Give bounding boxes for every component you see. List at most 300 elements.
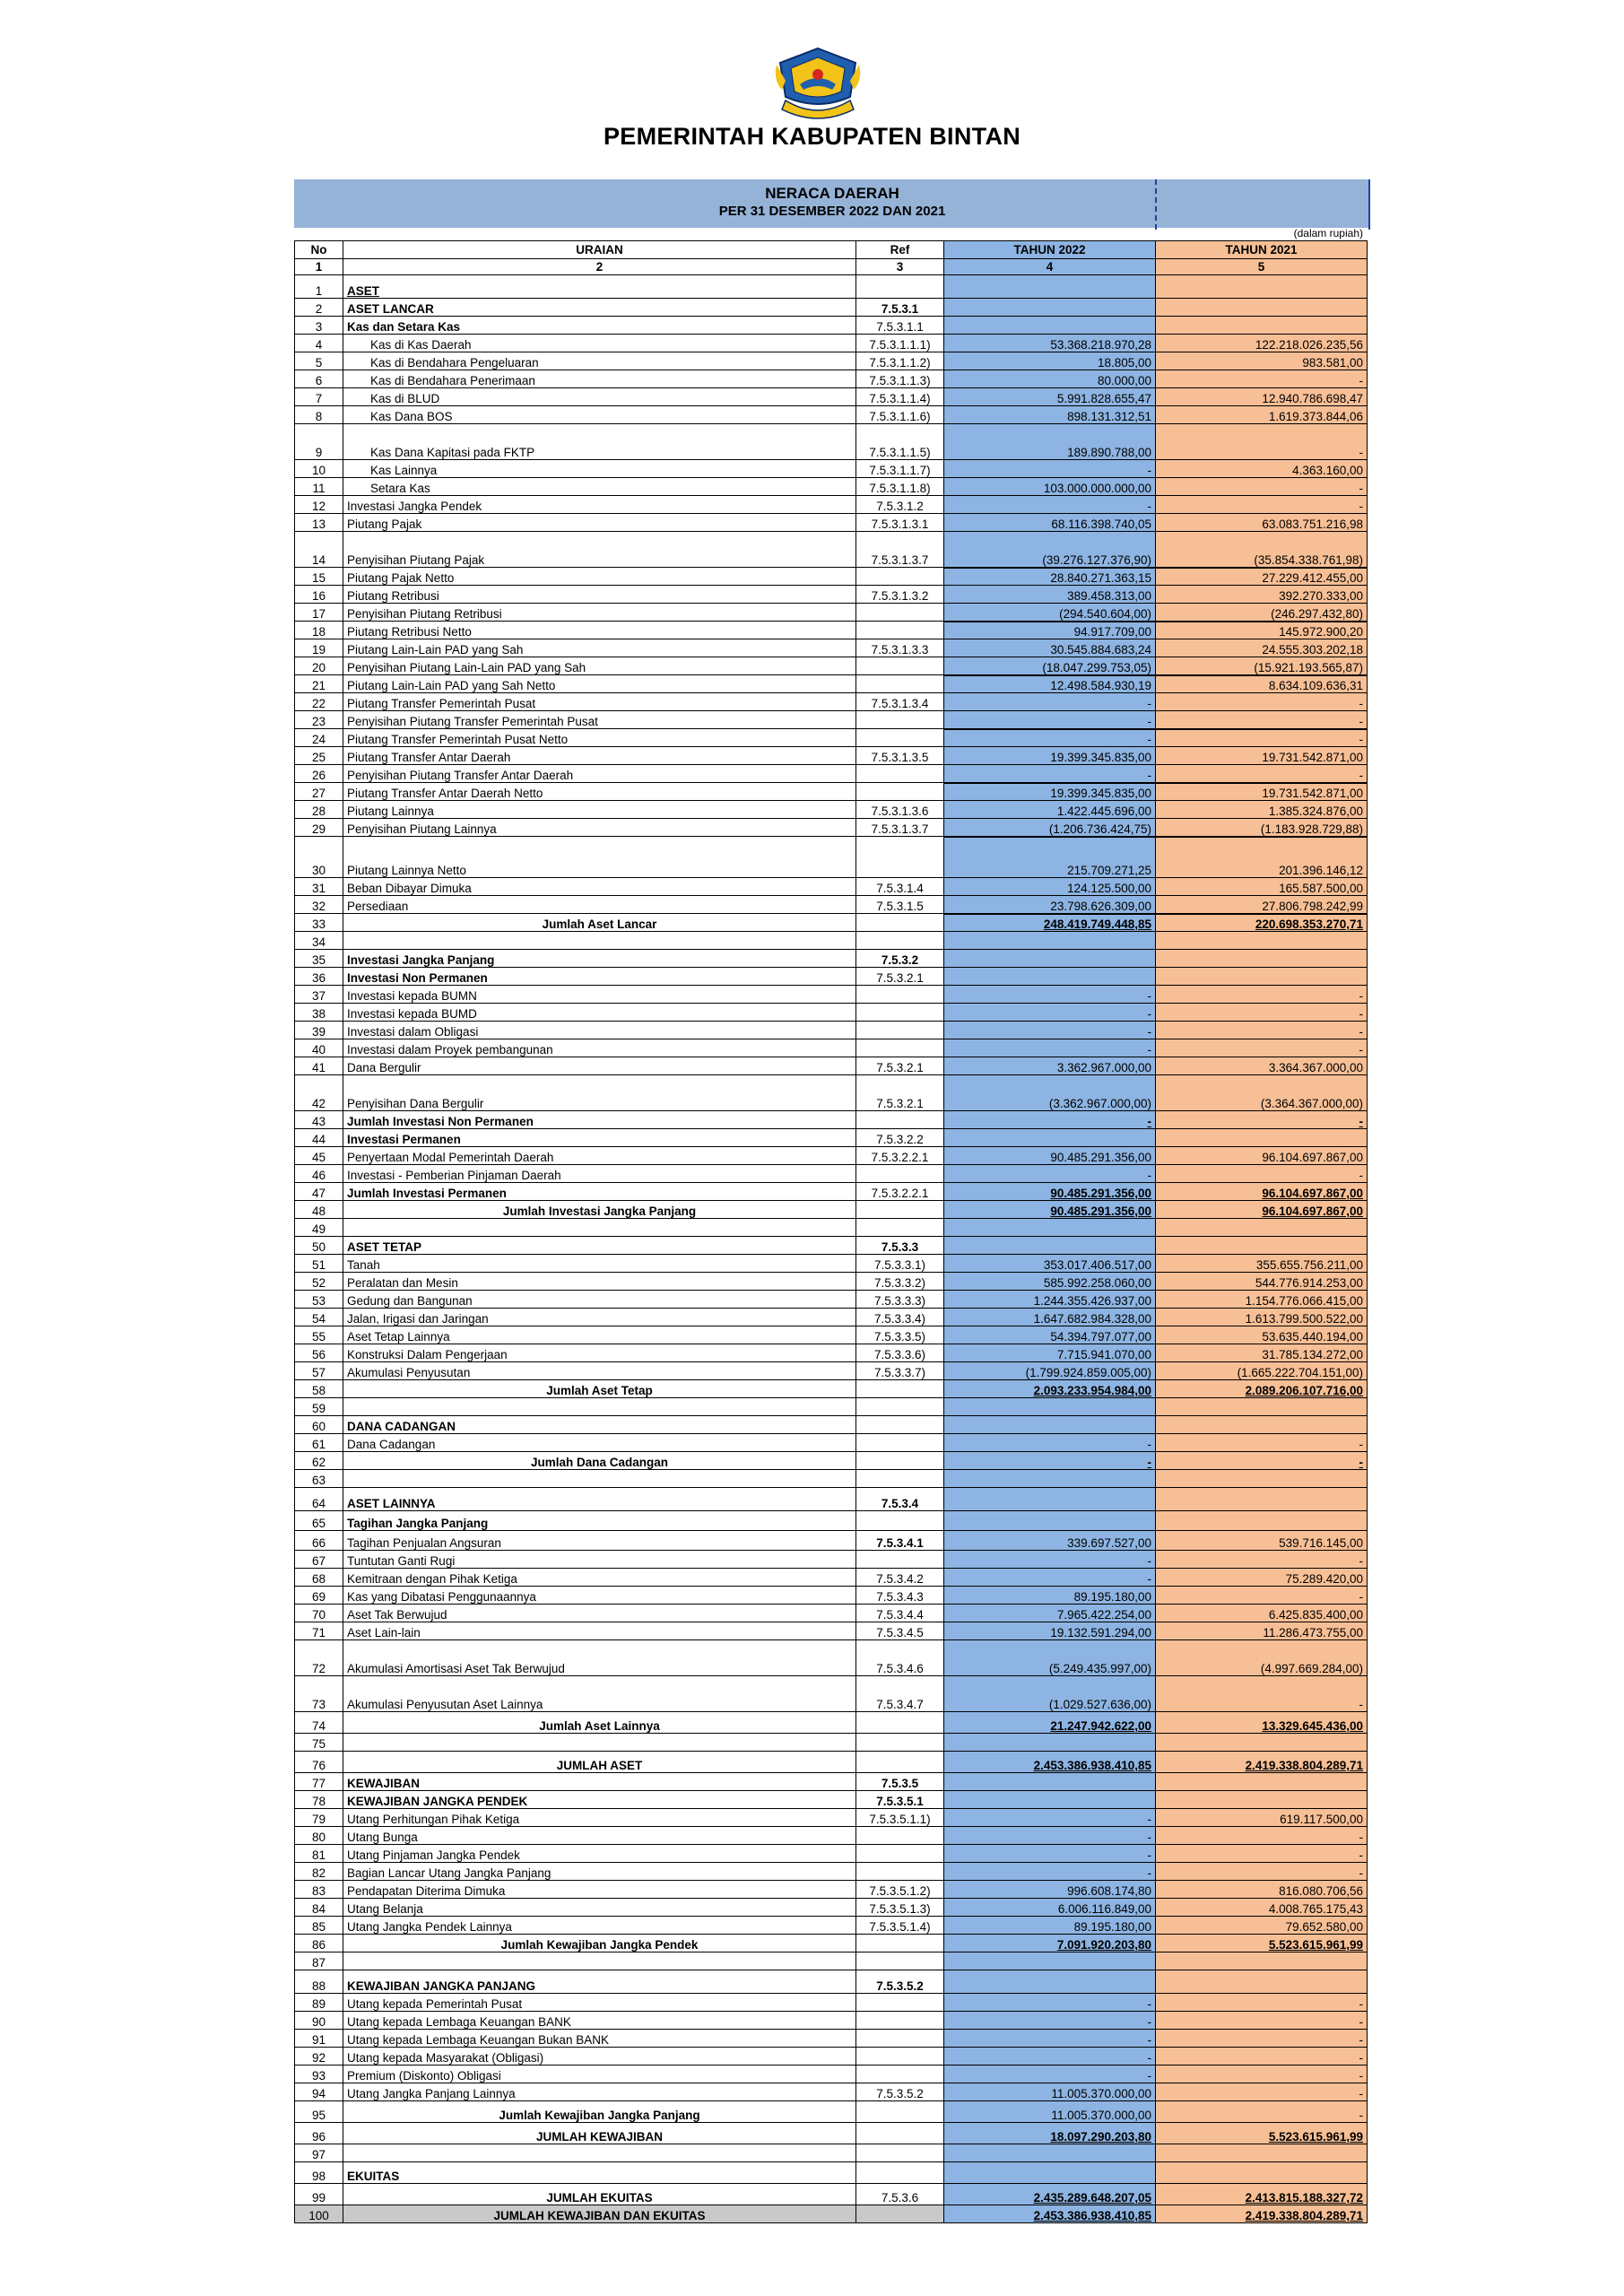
- value-2022: [944, 1970, 1156, 1994]
- row-label: Kas di Bendahara Pengeluaran: [343, 352, 856, 370]
- value-2021: 983.581,00: [1156, 352, 1368, 370]
- row-label: Investasi kepada BUMD: [343, 1004, 856, 1022]
- value-2022: -: [944, 460, 1156, 478]
- value-2022: [944, 275, 1156, 299]
- value-2021: -: [1156, 1022, 1368, 1039]
- table-row: [295, 819, 1368, 837]
- value-2022: 90.485.291.356,00: [944, 1147, 1156, 1165]
- value-2021: -: [1156, 2030, 1368, 2048]
- row-label: Piutang Retribusi: [343, 586, 856, 604]
- value-2022: -: [944, 1004, 1156, 1022]
- value-2021: 63.083.751.216,98: [1156, 514, 1368, 532]
- value-2021: [1156, 1773, 1368, 1791]
- value-2022: 2.453.386.938.410,85: [944, 2205, 1156, 2223]
- value-2021: 1.154.776.066.415,00: [1156, 1291, 1368, 1309]
- row-ref: [856, 1994, 944, 2012]
- table-row: [295, 693, 1368, 711]
- row-label: Kemitraan dengan Pihak Ketiga: [343, 1569, 856, 1587]
- row-number: 63: [295, 1470, 343, 1488]
- table-row: [295, 568, 1368, 586]
- value-2021: 2.413.815.188.327,72: [1156, 2184, 1368, 2205]
- value-2022: -: [944, 1022, 1156, 1039]
- value-2022: 53.368.218.970,28: [944, 335, 1156, 352]
- row-ref: 7.5.3.1.1.6): [856, 406, 944, 424]
- row-label: Piutang Transfer Pemerintah Pusat Netto: [343, 729, 856, 747]
- value-2021: -: [1156, 1111, 1368, 1129]
- value-2022: (18.047.299.753,05): [944, 657, 1156, 675]
- row-label: Piutang Transfer Antar Daerah Netto: [343, 783, 856, 801]
- row-label: Tuntutan Ganti Rugi: [343, 1551, 856, 1569]
- row-ref: [856, 1380, 944, 1398]
- row-number: 24: [295, 729, 343, 747]
- row-ref: 7.5.3.1.1: [856, 317, 944, 335]
- table-row: [295, 1970, 1368, 1994]
- table-row: [295, 1734, 1368, 1752]
- table-row: [295, 747, 1368, 765]
- row-ref: [856, 2012, 944, 2030]
- value-2022: -: [944, 2012, 1156, 2030]
- table-row: [295, 1935, 1368, 1952]
- row-ref: 7.5.3.3.1): [856, 1255, 944, 1273]
- value-2022: 585.992.258.060,00: [944, 1273, 1156, 1291]
- row-ref: [856, 1452, 944, 1470]
- row-number: 53: [295, 1291, 343, 1309]
- row-ref: [856, 1219, 944, 1237]
- table-row: [295, 1622, 1368, 1640]
- value-2021: -: [1156, 370, 1368, 388]
- row-ref: [856, 1470, 944, 1488]
- col-number-5: 5: [1156, 259, 1368, 275]
- row-number: 45: [295, 1147, 343, 1165]
- value-2021: 13.329.645.436,00: [1156, 1712, 1368, 1734]
- row-number: 95: [295, 2101, 343, 2123]
- row-label: Jalan, Irigasi dan Jaringan: [343, 1309, 856, 1326]
- value-2021: [1156, 275, 1368, 299]
- row-label: Tagihan Jangka Panjang: [343, 1511, 856, 1531]
- value-2022: -: [944, 1827, 1156, 1845]
- table-row: [295, 1183, 1368, 1201]
- value-2022: 6.006.116.849,00: [944, 1899, 1156, 1917]
- row-ref: 7.5.3.4.1: [856, 1531, 944, 1551]
- value-2022: (1.799.924.859.005,00): [944, 1362, 1156, 1380]
- value-2022: 12.498.584.930,19: [944, 675, 1156, 693]
- table-row: [295, 1219, 1368, 1237]
- value-2021: [1156, 968, 1368, 986]
- row-number: 74: [295, 1712, 343, 1734]
- row-number: 58: [295, 1380, 343, 1398]
- row-number: 14: [295, 532, 343, 568]
- row-label: Beban Dibayar Dimuka: [343, 878, 856, 896]
- row-label: Utang Jangka Pendek Lainnya: [343, 1917, 856, 1935]
- row-ref: 7.5.3.3.6): [856, 1344, 944, 1362]
- value-2021: -: [1156, 693, 1368, 711]
- row-number: 100: [295, 2205, 343, 2223]
- row-ref: 7.5.3.1.1.8): [856, 478, 944, 496]
- row-label: Jumlah Aset Lancar: [343, 914, 856, 932]
- row-label: Aset Lain-lain: [343, 1622, 856, 1640]
- row-number: 80: [295, 1827, 343, 1845]
- row-label: Akumulasi Amortisasi Aset Tak Berwujud: [343, 1640, 856, 1676]
- row-number: 87: [295, 1952, 343, 1970]
- row-ref: 7.5.3.2.1: [856, 1057, 944, 1075]
- value-2021: [1156, 1237, 1368, 1255]
- table-row: [295, 2205, 1368, 2223]
- row-number: 5: [295, 352, 343, 370]
- row-ref: [856, 1845, 944, 1863]
- row-number: 32: [295, 896, 343, 914]
- value-2022: -: [944, 2066, 1156, 2083]
- table-row: [295, 1201, 1368, 1219]
- table-row: [295, 478, 1368, 496]
- row-number: 67: [295, 1551, 343, 1569]
- value-2021: 96.104.697.867,00: [1156, 1147, 1368, 1165]
- row-ref: 7.5.3.1.3.7: [856, 819, 944, 837]
- value-2021: -: [1156, 765, 1368, 783]
- table-row: [295, 1380, 1368, 1398]
- table-row: [295, 1111, 1368, 1129]
- row-label: Kas yang Dibatasi Penggunaannya: [343, 1587, 856, 1605]
- row-ref: 7.5.3.2: [856, 950, 944, 968]
- table-row: [295, 711, 1368, 729]
- row-label: Piutang Lain-Lain PAD yang Sah: [343, 639, 856, 657]
- table-row: [295, 317, 1368, 335]
- row-ref: 7.5.3.5.1.2): [856, 1881, 944, 1899]
- table-row: [295, 1255, 1368, 1273]
- report-header: [294, 179, 1370, 228]
- value-2021: 4.363.160,00: [1156, 460, 1368, 478]
- row-ref: [856, 1752, 944, 1773]
- row-label: Piutang Retribusi Netto: [343, 622, 856, 639]
- table-row: [295, 2048, 1368, 2066]
- row-number: 55: [295, 1326, 343, 1344]
- row-number: 17: [295, 604, 343, 622]
- value-2022: 23.798.626.309,00: [944, 896, 1156, 914]
- row-label: Investasi - Pemberian Pinjaman Daerah: [343, 1165, 856, 1183]
- report-title: NERACA DAERAH: [765, 185, 899, 202]
- col-number-2: 2: [343, 259, 856, 275]
- row-ref: 7.5.3.1.3.4: [856, 693, 944, 711]
- row-ref: 7.5.3.1.1.5): [856, 424, 944, 460]
- row-ref: 7.5.3.3.3): [856, 1291, 944, 1309]
- row-number: 46: [295, 1165, 343, 1183]
- row-ref: [856, 622, 944, 639]
- value-2021: -: [1156, 986, 1368, 1004]
- value-2021: 392.270.333,00: [1156, 586, 1368, 604]
- row-number: 92: [295, 2048, 343, 2066]
- table-row: [295, 1452, 1368, 1470]
- value-2021: 165.587.500,00: [1156, 878, 1368, 896]
- row-ref: [856, 2205, 944, 2223]
- value-2022: 90.485.291.356,00: [944, 1201, 1156, 1219]
- col-number-3: 3: [856, 259, 944, 275]
- row-ref: [856, 1165, 944, 1183]
- row-ref: [856, 765, 944, 783]
- table-row: [295, 352, 1368, 370]
- col-tahun-2021: TAHUN 2021: [1156, 241, 1368, 259]
- value-2022: -: [944, 1551, 1156, 1569]
- value-2021: 5.523.615.961,99: [1156, 2123, 1368, 2144]
- row-number: 96: [295, 2123, 343, 2144]
- row-label: Kas Dana Kapitasi pada FKTP: [343, 424, 856, 460]
- table-row: [295, 299, 1368, 317]
- value-2022: 389.458.313,00: [944, 586, 1156, 604]
- value-2021: 96.104.697.867,00: [1156, 1183, 1368, 1201]
- row-number: 6: [295, 370, 343, 388]
- row-ref: 7.5.3.5.1: [856, 1791, 944, 1809]
- value-2022: [944, 1219, 1156, 1237]
- row-number: 15: [295, 568, 343, 586]
- value-2021: 19.731.542.871,00: [1156, 783, 1368, 801]
- row-label: [343, 1398, 856, 1416]
- row-ref: [856, 275, 944, 299]
- value-2021: -: [1156, 729, 1368, 747]
- value-2021: [1156, 1488, 1368, 1511]
- row-ref: [856, 1039, 944, 1057]
- table-row: [295, 604, 1368, 622]
- table-row: [295, 1676, 1368, 1712]
- row-number: 93: [295, 2066, 343, 2083]
- value-2021: [1156, 1952, 1368, 1970]
- table-row: [295, 1362, 1368, 1380]
- value-2022: 18.097.290.203,80: [944, 2123, 1156, 2144]
- row-number: 85: [295, 1917, 343, 1935]
- value-2021: -: [1156, 2048, 1368, 2066]
- row-number: 50: [295, 1237, 343, 1255]
- row-label: Jumlah Dana Cadangan: [343, 1452, 856, 1470]
- row-label: DANA CADANGAN: [343, 1416, 856, 1434]
- value-2021: [1156, 2162, 1368, 2184]
- row-ref: 7.5.3.1.3.5: [856, 747, 944, 765]
- value-2022: -: [944, 1039, 1156, 1057]
- value-2022: 1.647.682.984.328,00: [944, 1309, 1156, 1326]
- row-number: 29: [295, 819, 343, 837]
- value-2021: (4.997.669.284,00): [1156, 1640, 1368, 1676]
- row-ref: [856, 2123, 944, 2144]
- table-row: [295, 878, 1368, 896]
- row-ref: 7.5.3.1.3.6: [856, 801, 944, 819]
- row-number: 51: [295, 1255, 343, 1273]
- report-subtitle: PER 31 DESEMBER 2022 DAN 2021: [718, 204, 946, 219]
- row-label: Persediaan: [343, 896, 856, 914]
- value-2021: -: [1156, 1551, 1368, 1569]
- value-2021: 96.104.697.867,00: [1156, 1201, 1368, 1219]
- value-2021: [1156, 1791, 1368, 1809]
- row-label: [343, 1952, 856, 1970]
- value-2022: 19.399.345.835,00: [944, 783, 1156, 801]
- row-label: Jumlah Kewajiban Jangka Panjang: [343, 2101, 856, 2123]
- value-2022: (39.276.127.376,90): [944, 532, 1156, 568]
- row-number: 60: [295, 1416, 343, 1434]
- row-ref: [856, 1551, 944, 1569]
- value-2021: 619.117.500,00: [1156, 1809, 1368, 1827]
- row-ref: 7.5.3.5: [856, 1773, 944, 1791]
- row-ref: [856, 1827, 944, 1845]
- table-row: [295, 1291, 1368, 1309]
- value-2022: 94.917.709,00: [944, 622, 1156, 639]
- value-2022: -: [944, 765, 1156, 783]
- row-label: Piutang Lainnya: [343, 801, 856, 819]
- value-2022: 996.608.174,80: [944, 1881, 1156, 1899]
- row-ref: [856, 1935, 944, 1952]
- value-2022: 215.709.271,25: [944, 837, 1156, 878]
- value-2022: [944, 1773, 1156, 1791]
- row-label: Utang kepada Pemerintah Pusat: [343, 1994, 856, 2012]
- row-label: Penyisihan Piutang Lain-Lain PAD yang Sah: [343, 657, 856, 675]
- row-ref: [856, 1712, 944, 1734]
- value-2022: 68.116.398.740,05: [944, 514, 1156, 532]
- value-2022: (5.249.435.997,00): [944, 1640, 1156, 1676]
- value-2021: (35.854.338.761,98): [1156, 532, 1368, 568]
- value-2021: -: [1156, 1004, 1368, 1022]
- row-number: 78: [295, 1791, 343, 1809]
- row-label: [343, 932, 856, 950]
- row-ref: [856, 914, 944, 932]
- row-ref: 7.5.3.5.2: [856, 1970, 944, 1994]
- value-2021: 11.286.473.755,00: [1156, 1622, 1368, 1640]
- value-2022: -: [944, 1165, 1156, 1183]
- value-2022: 248.419.749.448,85: [944, 914, 1156, 932]
- row-label: Tanah: [343, 1255, 856, 1273]
- row-label: KEWAJIBAN JANGKA PENDEK: [343, 1791, 856, 1809]
- row-label: Investasi Jangka Pendek: [343, 496, 856, 514]
- row-ref: [856, 783, 944, 801]
- value-2022: [944, 1952, 1156, 1970]
- table-row: [295, 1147, 1368, 1165]
- row-ref: [856, 986, 944, 1004]
- row-ref: 7.5.3.3.2): [856, 1273, 944, 1291]
- row-number: 88: [295, 1970, 343, 1994]
- row-label: Penyisihan Piutang Retribusi: [343, 604, 856, 622]
- table-row: [295, 1899, 1368, 1917]
- row-number: 9: [295, 424, 343, 460]
- row-number: 43: [295, 1111, 343, 1129]
- value-2022: [944, 1398, 1156, 1416]
- value-2021: -: [1156, 1994, 1368, 2012]
- row-ref: 7.5.3.1: [856, 299, 944, 317]
- row-label: Penyisihan Piutang Transfer Antar Daerah: [343, 765, 856, 783]
- value-2022: [944, 1470, 1156, 1488]
- value-2022: 19.132.591.294,00: [944, 1622, 1156, 1640]
- value-2021: 5.523.615.961,99: [1156, 1935, 1368, 1952]
- row-number: 47: [295, 1183, 343, 1201]
- row-label: Jumlah Investasi Permanen: [343, 1183, 856, 1201]
- row-ref: 7.5.3.4.2: [856, 1569, 944, 1587]
- table-row: [295, 1416, 1368, 1434]
- value-2021: [1156, 2144, 1368, 2162]
- table-row: [295, 532, 1368, 568]
- value-2021: 31.785.134.272,00: [1156, 1344, 1368, 1362]
- row-ref: [856, 729, 944, 747]
- col-number-1: 1: [295, 259, 343, 275]
- row-label: KEWAJIBAN JANGKA PANJANG: [343, 1970, 856, 1994]
- row-number: 18: [295, 622, 343, 639]
- row-label: Penyisihan Piutang Lainnya: [343, 819, 856, 837]
- row-label: Dana Cadangan: [343, 1434, 856, 1452]
- value-2022: [944, 2162, 1156, 2184]
- row-number: 71: [295, 1622, 343, 1640]
- row-label: Dana Bergulir: [343, 1057, 856, 1075]
- value-2021: -: [1156, 1827, 1368, 1845]
- table-row: [295, 1470, 1368, 1488]
- row-ref: 7.5.3.1.3.1: [856, 514, 944, 532]
- row-ref: 7.5.3.3: [856, 1237, 944, 1255]
- row-number: 54: [295, 1309, 343, 1326]
- row-ref: 7.5.3.3.5): [856, 1326, 944, 1344]
- table-row: [295, 1531, 1368, 1551]
- value-2021: 1.619.373.844,06: [1156, 406, 1368, 424]
- value-2022: 7.965.422.254,00: [944, 1605, 1156, 1622]
- value-2021: 544.776.914.253,00: [1156, 1273, 1368, 1291]
- row-number: 65: [295, 1511, 343, 1531]
- row-number: 91: [295, 2030, 343, 2048]
- row-number: 90: [295, 2012, 343, 2030]
- row-ref: 7.5.3.2.2.1: [856, 1147, 944, 1165]
- table-row: [295, 1605, 1368, 1622]
- row-number: 23: [295, 711, 343, 729]
- value-2022: 5.991.828.655,47: [944, 388, 1156, 406]
- row-ref: [856, 1398, 944, 1416]
- value-2021: 4.008.765.175,43: [1156, 1899, 1368, 1917]
- value-2022: 89.195.180,00: [944, 1587, 1156, 1605]
- table-row: [295, 1004, 1368, 1022]
- value-2021: -: [1156, 711, 1368, 729]
- value-2022: 898.131.312,51: [944, 406, 1156, 424]
- value-2022: -: [944, 693, 1156, 711]
- row-ref: [856, 675, 944, 693]
- row-label: Pendapatan Diterima Dimuka: [343, 1881, 856, 1899]
- value-2021: [1156, 1219, 1368, 1237]
- row-ref: [856, 932, 944, 950]
- value-2022: (1.206.736.424,75): [944, 819, 1156, 837]
- row-ref: 7.5.3.4.7: [856, 1676, 944, 1712]
- row-label: Aset Tak Berwujud: [343, 1605, 856, 1622]
- row-ref: [856, 711, 944, 729]
- row-ref: [856, 1111, 944, 1129]
- row-label: Penyisihan Dana Bergulir: [343, 1075, 856, 1111]
- row-number: 13: [295, 514, 343, 532]
- table-row: [295, 1434, 1368, 1452]
- row-label: KEWAJIBAN: [343, 1773, 856, 1791]
- value-2022: 353.017.406.517,00: [944, 1255, 1156, 1273]
- row-ref: 7.5.3.3.7): [856, 1362, 944, 1380]
- unit-note: (dalam rupiah): [1293, 227, 1363, 239]
- table-row: [295, 1917, 1368, 1935]
- row-ref: 7.5.3.1.1.7): [856, 460, 944, 478]
- table-row: [295, 1022, 1368, 1039]
- row-number: 57: [295, 1362, 343, 1380]
- value-2021: 53.635.440.194,00: [1156, 1326, 1368, 1344]
- row-number: 22: [295, 693, 343, 711]
- row-number: 12: [295, 496, 343, 514]
- value-2021: -: [1156, 1039, 1368, 1057]
- table-row: [295, 2123, 1368, 2144]
- value-2022: 90.485.291.356,00: [944, 1183, 1156, 1201]
- value-2022: [944, 950, 1156, 968]
- value-2022: 1.422.445.696,00: [944, 801, 1156, 819]
- table-row: [295, 1129, 1368, 1147]
- row-label: Utang Jangka Panjang Lainnya: [343, 2083, 856, 2101]
- value-2021: -: [1156, 1587, 1368, 1605]
- value-2021: -: [1156, 1676, 1368, 1712]
- table-row: [295, 1827, 1368, 1845]
- value-2022: 2.453.386.938.410,85: [944, 1752, 1156, 1773]
- value-2022: -: [944, 711, 1156, 729]
- value-2021: 355.655.756.211,00: [1156, 1255, 1368, 1273]
- row-number: 37: [295, 986, 343, 1004]
- row-number: 72: [295, 1640, 343, 1676]
- row-number: 30: [295, 837, 343, 878]
- table-row: [295, 1809, 1368, 1827]
